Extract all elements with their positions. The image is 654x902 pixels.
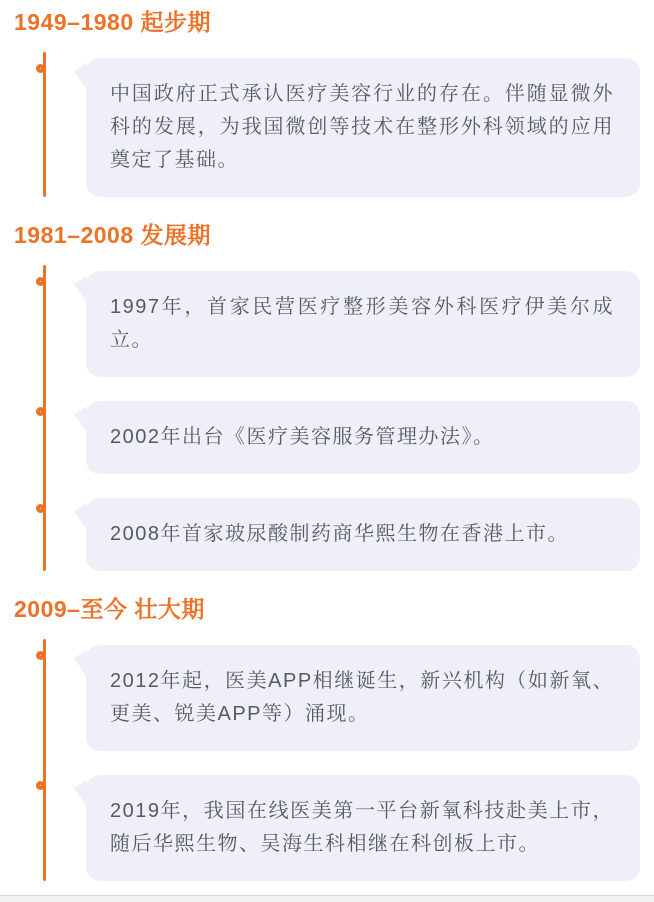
timeline-node-icon [36, 504, 45, 513]
timeline-node-icon [36, 651, 45, 660]
bottom-divider [0, 895, 654, 902]
timeline-item [86, 271, 640, 377]
section-items [0, 645, 654, 881]
timeline-rail [43, 52, 46, 197]
event-text: 1997年，首家民营医疗整形美容外科医疗伊美尔成立。 [110, 296, 614, 351]
timeline-node-icon [36, 277, 45, 286]
section-items [0, 58, 654, 197]
event-card [86, 58, 640, 197]
bubble-tail-icon [74, 650, 87, 677]
timeline-node-icon [36, 64, 45, 73]
section-items [0, 271, 654, 571]
timeline-rail [43, 639, 46, 881]
timeline-item [86, 645, 640, 751]
section-title: 1981–2008 发展期 [14, 222, 212, 248]
timeline-item [86, 775, 640, 881]
event-text: 2008年首家玻尿酸制药商华熙生物在香港上市。 [110, 523, 569, 545]
event-text: 2012年起，医美APP相继诞生，新兴机构（如新氧、更美、锐美APP等）涌现。 [110, 670, 614, 725]
bubble-tail-icon [74, 276, 87, 303]
timeline-item [86, 498, 640, 571]
timeline-rail [43, 265, 46, 571]
bubble-tail-icon [74, 780, 87, 807]
event-card [86, 498, 640, 571]
event-card [86, 401, 640, 474]
event-card [86, 775, 640, 881]
bubble-tail-icon [74, 63, 87, 90]
event-text: 2002年出台《医疗美容服务管理办法》。 [110, 426, 495, 448]
timeline-item [86, 58, 640, 197]
timeline-section-1 [0, 6, 654, 197]
section-title: 1949–1980 起步期 [14, 9, 212, 35]
timeline-item [86, 401, 640, 474]
event-card [86, 271, 640, 377]
section-title: 2009–至今 壮大期 [14, 596, 205, 622]
timeline-node-icon [36, 781, 45, 790]
timeline-node-icon [36, 407, 45, 416]
timeline-section-2 [0, 219, 654, 571]
bubble-tail-icon [74, 503, 87, 530]
event-text: 中国政府正式承认医疗美容行业的存在。伴随显微外科的发展，为我国微创等技术在整形外科领域的应用奠定了基础。 [110, 83, 614, 171]
timeline-section-3 [0, 593, 654, 881]
bubble-tail-icon [74, 406, 87, 433]
event-text: 2019年，我国在线医美第一平台新氧科技赴美上市，随后华熙生物、吴海生科相继在科创板上市。 [110, 800, 614, 855]
event-card [86, 645, 640, 751]
